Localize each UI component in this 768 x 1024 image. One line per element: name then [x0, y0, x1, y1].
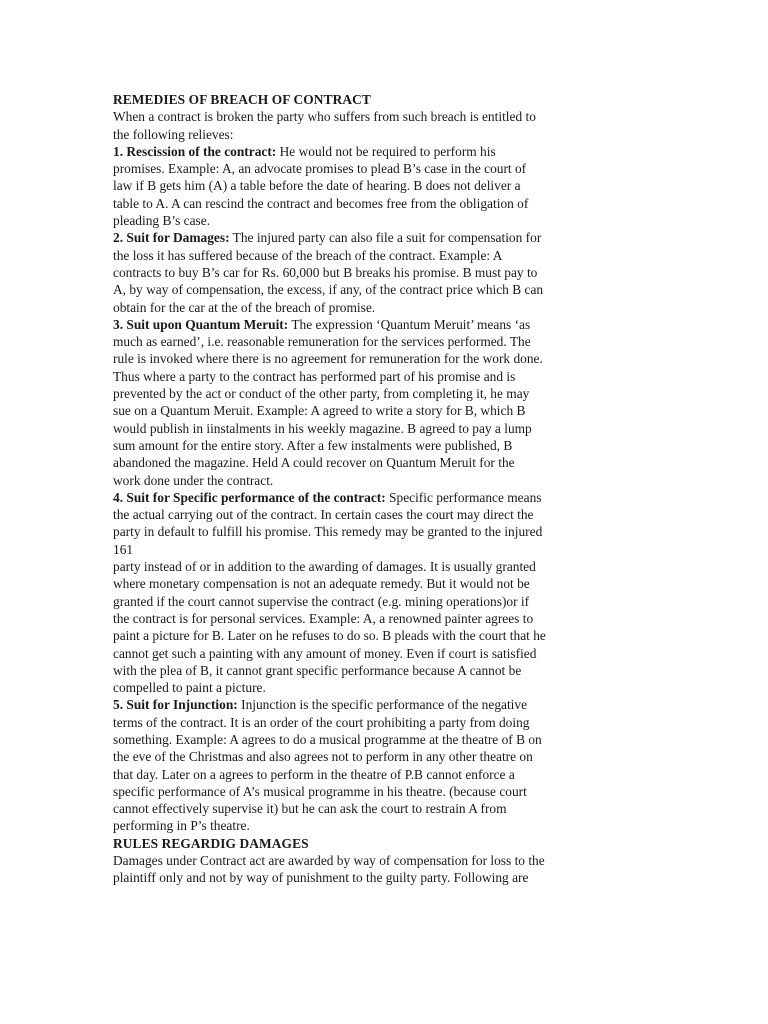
line-text: cannot effectively supervise it) but he can ask the court to restrain A from — [113, 801, 507, 817]
line-text: would publish in iinstalments in his weekly magazine. B agreed to pay a lump — [113, 420, 532, 436]
text-line — [113, 645, 673, 662]
text-line — [113, 281, 673, 298]
line-text: the loss it has suffered because of the breach of the contract. Example: A — [113, 247, 503, 263]
line-text: the eve of the Christmas and also agrees not to perform in any other theatre on — [113, 749, 533, 765]
remedy-heading: 2. Suit for Damages: — [113, 230, 230, 246]
text-line — [113, 800, 673, 817]
line-text: granted if the court cannot supervise the contract (e.g. mining operations)or if — [113, 593, 530, 609]
line-text: cannot get such a painting with any amount of money. Even if court is satisfied — [113, 645, 537, 661]
text-line — [113, 541, 673, 558]
line-text: party instead of or in addition to the awarding of damages. It is usually granted — [113, 559, 536, 575]
line-text: much as earned’, i.e. reasonable remuneration for the services performed. The — [113, 334, 531, 350]
line-text: contracts to buy B’s car for Rs. 60,000 but B breaks his promise. B must pay to — [113, 264, 538, 280]
text-line — [113, 126, 673, 143]
text-line — [113, 402, 673, 419]
line-text: terms of the contract. It is an order of the court prohibiting a party from doing — [113, 714, 530, 730]
line-text: sue on a Quantum Meruit. Example: A agreed to write a story for B, which B — [113, 403, 526, 419]
text-line — [113, 316, 673, 333]
line-text: abandoned the magazine. Held A could recover on Quantum Meruit for the — [113, 455, 515, 471]
line-text: specific performance of A’s musical programme in his theatre. (because court — [113, 783, 527, 799]
line-text: He would not be required to perform his — [276, 143, 496, 159]
line-text: plaintiff only and not by way of punishment to the guilty party. Following are — [113, 870, 529, 886]
text-line — [113, 350, 673, 367]
text-line — [113, 610, 673, 627]
line-text: that day. Later on a agrees to perform in the theatre of P.B cannot enforce a — [113, 766, 515, 782]
text-line — [113, 558, 673, 575]
text-line — [113, 143, 673, 160]
text-line — [113, 593, 673, 610]
line-text: the actual carrying out of the contract. In certain cases the court may direct the — [113, 507, 534, 523]
remedy-heading: 5. Suit for Injunction: — [113, 697, 238, 713]
line-text: paint a picture for B. Later on he refuses to do so. B pleads with the court that he — [113, 628, 546, 644]
line-text: Specific performance means — [385, 489, 542, 505]
line-text: The injured party can also file a suit for compensation for — [229, 230, 542, 246]
text-line — [113, 506, 673, 523]
text-line — [113, 766, 673, 783]
section-subheading: RULES REGARDIG DAMAGES — [113, 835, 309, 851]
line-text: prevented by the act or conduct of the other party, from completing it, he may — [113, 386, 530, 402]
line-text: something. Example: A agrees to do a musical programme at the theatre of B on — [113, 731, 542, 747]
text-line — [113, 817, 673, 834]
text-line — [113, 299, 673, 316]
text-line — [113, 229, 673, 246]
line-text: When a contract is broken the party who suffers from such breach is entitled to — [113, 109, 536, 125]
line-text: Thus where a party to the contract has performed part of his promise and is — [113, 368, 516, 384]
document-page — [113, 91, 673, 887]
text-line — [113, 489, 673, 506]
line-text: rule is invoked where there is no agreement for remuneration for the work done. — [113, 351, 543, 367]
text-line — [113, 160, 673, 177]
text-line — [113, 177, 673, 194]
line-text: law if B gets him (A) a table before the date of hearing. B does not deliver a — [113, 178, 521, 194]
line-text: compelled to paint a picture. — [113, 680, 266, 696]
line-text: obtain for the car at the of the breach of promise. — [113, 299, 376, 315]
text-line — [113, 247, 673, 264]
text-line — [113, 714, 673, 731]
text-line — [113, 575, 673, 592]
text-line — [113, 662, 673, 679]
line-text: party in default to fulfill his promise. This remedy may be granted to the injured — [113, 524, 543, 540]
text-line — [113, 420, 673, 437]
text-line — [113, 454, 673, 471]
line-text: the contract is for personal services. Example: A, a renowned painter agrees to — [113, 610, 534, 626]
text-line — [113, 368, 673, 385]
text-line — [113, 696, 673, 713]
line-text: A, by way of compensation, the excess, if any, of the contract price which B can — [113, 282, 544, 298]
text-line — [113, 731, 673, 748]
text-line — [113, 195, 673, 212]
document-body — [113, 108, 673, 834]
text-line — [113, 869, 673, 886]
line-text: 161 — [113, 541, 134, 557]
line-text: Damages under Contract act are awarded by way of compensation for loss to the — [113, 853, 545, 869]
remedy-heading: 3. Suit upon Quantum Meruit: — [113, 316, 289, 332]
text-line — [113, 108, 673, 125]
line-text: work done under the contract. — [113, 472, 274, 488]
text-line — [113, 437, 673, 454]
text-line — [113, 852, 673, 869]
line-text: Injunction is the specific performance of the negative — [237, 697, 528, 713]
document-body-continued — [113, 852, 673, 887]
text-line — [113, 472, 673, 489]
line-text: sum amount for the entire story. After a few instalments were published, B — [113, 437, 513, 453]
text-line — [113, 748, 673, 765]
text-line — [113, 333, 673, 350]
text-line — [113, 385, 673, 402]
remedy-heading: 4. Suit for Specific performance of the contract: — [113, 489, 386, 505]
line-text: The expression ‘Quantum Meruit’ means ‘as — [288, 316, 531, 332]
document-title: REMEDIES OF BREACH OF CONTRACT — [113, 92, 371, 107]
text-line — [113, 783, 673, 800]
text-line — [113, 212, 673, 229]
remedy-heading: 1. Rescission of the contract: — [113, 143, 277, 159]
text-line — [113, 523, 673, 540]
line-text: table to A. A can rescind the contract and becomes free from the obligation of — [113, 195, 529, 211]
line-text: pleading B’s case. — [113, 213, 211, 229]
text-line — [113, 679, 673, 696]
line-text: the following relieves: — [113, 126, 234, 142]
line-text: promises. Example: A, an advocate promises to plead B’s case in the court of — [113, 161, 527, 177]
line-text: performing in P’s theatre. — [113, 818, 250, 834]
line-text: where monetary compensation is not an adequate remedy. But it would not be — [113, 576, 530, 592]
text-line — [113, 627, 673, 644]
line-text: with the plea of B, it cannot grant specific performance because A cannot be — [113, 662, 522, 678]
text-line — [113, 264, 673, 281]
